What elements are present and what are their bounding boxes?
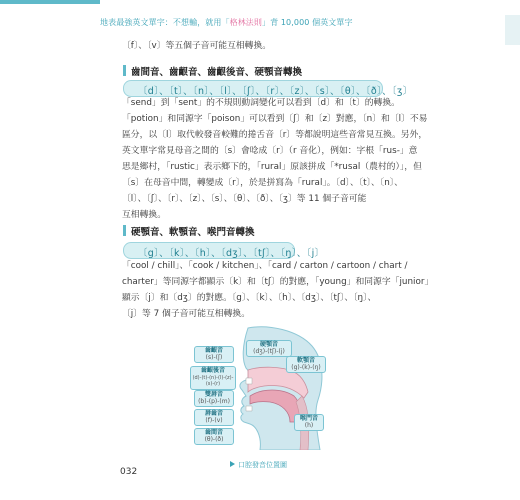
label-alveolar [194, 346, 234, 363]
heading-marker [123, 225, 126, 236]
caption-triangle-icon [230, 461, 235, 467]
page-number: 032 [120, 467, 138, 477]
section-title: 硬顎音、軟顎音、喉門音轉換 [131, 227, 255, 238]
label-phonemes: (b)-(p)-(m) [198, 397, 230, 405]
section1-paragraph [122, 95, 428, 223]
label-name: 齒齦後音 [200, 367, 225, 374]
label-labiodental [194, 409, 234, 426]
phoneme-list: 〔d〕、〔t〕、〔n〕、〔l〕、〔ʃ〕、〔r〕、〔z〕、〔s〕、〔θ〕、〔ð〕、〔ʒ〕 [138, 86, 413, 97]
label-velar [286, 356, 326, 373]
page-header [0, 0, 520, 34]
paragraph-line: 思是鄉村，「rustic」表示鄉下的，「rural」原該拼成「*rusal（農村的）」，但 [122, 162, 422, 172]
paragraph-line: 互相轉換。 [122, 210, 166, 220]
phoneme-list: 〔g〕、〔k〕、〔h〕、〔dʒ〕、〔tʃ〕、〔ŋ〕、〔j〕 [138, 248, 325, 259]
paragraph-line: 「send」到「sent」的不規則動詞變化可以看到〔d〕和〔t〕的轉換。 [122, 98, 400, 108]
label-bilabial [194, 390, 234, 407]
figure-caption [230, 460, 287, 470]
mouth-diagram [190, 326, 328, 450]
label-postalveolar [190, 366, 236, 390]
label-name: 唇齒音 [204, 410, 223, 417]
label-phonemes: (θ)-(ð) [204, 435, 224, 443]
paragraph-line: 英文單字常見母音之間的〔s〕會唸成〔r〕（r 音化），例如：字根「rus-」意 [122, 146, 418, 156]
label-interdental [194, 428, 234, 445]
paragraph-line: 區分，以〔l〕取代較發音較難的捲舌音〔r〕等都說明這些音常見互換。另外， [122, 130, 428, 140]
label-name: 齒齦音 [204, 347, 223, 354]
paragraph-line: 「potion」和同源字「poison」可以看到〔ʃ〕和〔z〕對應，〔n〕和〔l〕不易 [122, 114, 428, 124]
paragraph-line: 「cool / chill」、「cook / kitchen」、「card / carton / cartoon / chart / [122, 261, 408, 271]
side-tab [505, 15, 520, 45]
caption-text: 口腔發音位置圖 [238, 461, 287, 469]
label-glottal [294, 414, 324, 431]
label-palatal [246, 340, 292, 357]
label-phonemes: (s)-(ʃ) [205, 353, 223, 361]
label-phonemes: (dʒ)-(tʃ)-(j) [253, 347, 285, 355]
running-title-part: 」背 10,000 個英文單字 [262, 18, 353, 27]
intro-line: 〔f〕、〔v〕等五個子音可能互相轉換。 [122, 41, 272, 51]
paragraph-line: 〔s〕在母音中間，轉變成〔r〕，於是拼寫為「rural」。〔d〕、〔t〕、〔n〕、 [122, 178, 403, 188]
label-name: 硬顎音 [259, 341, 278, 348]
section2-paragraph [122, 258, 434, 322]
label-phonemes: (g)-(k)-(ŋ) [291, 363, 321, 371]
running-title [100, 17, 353, 28]
section-title: 齒間音、齒齦音、齒齦後音、硬顎音轉換 [131, 67, 303, 78]
paragraph-line: 顯示〔j〕和〔dʒ〕的對應。〔g〕、〔k〕、〔h〕、〔dʒ〕、〔tʃ〕、〔ŋ〕、 [122, 293, 377, 303]
label-phonemes: (f)-(v) [205, 416, 223, 424]
label-name: 喉門音 [299, 415, 318, 422]
label-name: 齒間音 [204, 429, 223, 436]
label-phonemes: (d)-(t)-(n)-(l)-(z)-(s)-(r) [192, 374, 234, 387]
label-name: 雙唇音 [204, 391, 223, 398]
phoneme-bar [123, 242, 325, 259]
paragraph-line: 〔l〕、〔ʃ〕、〔r〕、〔z〕、〔s〕、〔θ〕、〔ð〕、〔ʒ〕等 11 個子音可能 [122, 194, 367, 204]
label-phonemes: (h) [304, 421, 314, 429]
running-title-highlight: 格林法則 [229, 18, 263, 27]
paragraph-line: 〔j〕等 7 個子音可能互相轉換。 [122, 309, 250, 319]
header-accent-bar [0, 0, 100, 4]
label-name: 軟顎音 [296, 357, 315, 364]
heading-marker [123, 65, 126, 76]
running-title-part: 地表最強英文單字：不想輸，就用「 [100, 18, 230, 27]
paragraph-line: charter」等同源字都顯示〔k〕和〔tʃ〕的對應，「young」和同源字「junior」 [122, 277, 434, 287]
